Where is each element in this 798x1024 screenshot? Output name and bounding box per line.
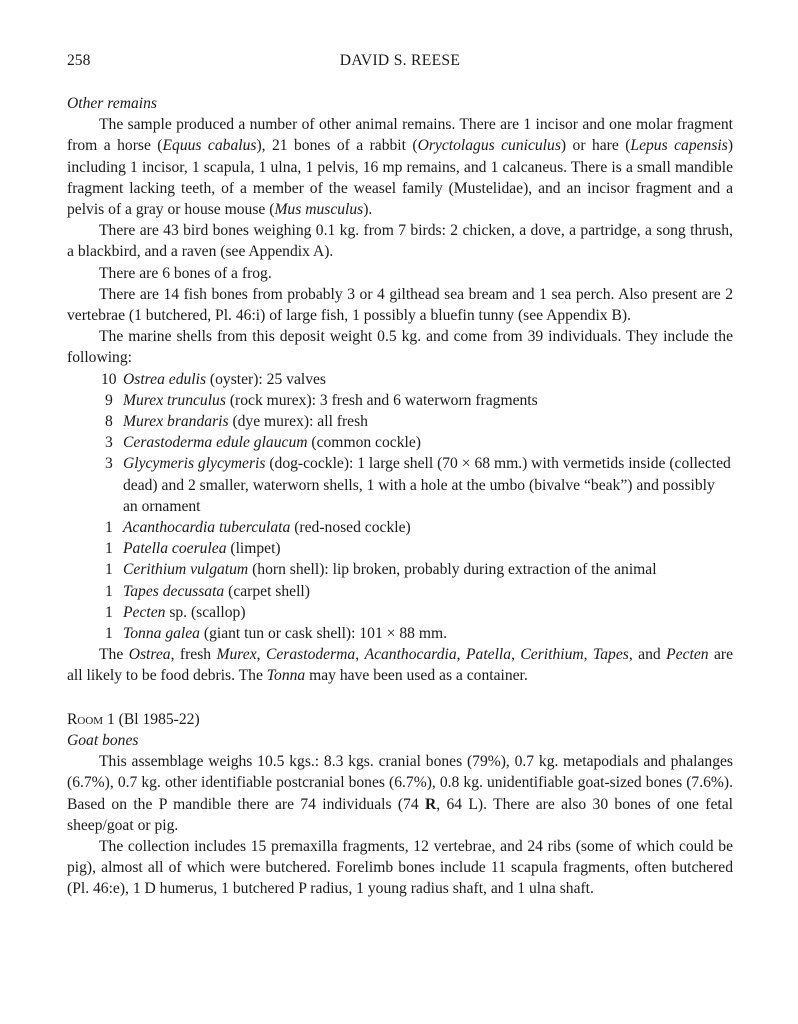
list-item: 1 Tonna galea (giant tun or cask shell): 101 × 88 mm. [105,625,447,643]
subheading-goat-bones: Goat bones [67,731,139,749]
paragraph-other-animals: The sample produced a number of other animal remains. There are 1 incisor and one molar fragment from a horse (Equus cabalus), 21 bones of a rabbit (Oryctolagus cuniculus) or hare (Lepus capensis) including 1 incisor, 1 scapula, 1 ulna, 1 pelvis, 16 mp remains, and 1 calcaneus. There is a small mandible fragment lacking teeth, of a member of the weasel family (Mustelidae), and an incisor fragment and a pelvis of a gray or house mouse (Mus musculus). [67,116,734,219]
page-number: 258 [67,52,91,69]
list-item: 1 Patella coerulea (limpet) [105,540,281,558]
paragraph-food-debris: The Ostrea, fresh Murex, Cerastoderma, Acanthocardia, Patella, Cerithium, Tapes, and Pecten are all likely to be food debris. The Tonna may have been used as a container. [67,646,734,685]
running-header [67,50,733,72]
paragraph-fish: There are 14 fish bones from probably 3 or 4 gilthead sea bream and 1 sea perch. Also present are 2 vertebrae (1 butchered, Pl. 46:i) of large fish, 1 possibly a bluefin tunny (see Appendix B). [67,285,733,325]
paragraph-goat-assemblage: This assemblage weighs 10.5 kgs.: 8.3 kgs. cranial bones (79%), 0.7 kg. metapodials and phalanges (6.7%), 0.7 kg. other identifiable postcranial bones (6.7%), 0.8 kg. unidentifiable goat-sized bones (7.6%). Based on the P mandible there are 74 individuals (74 R, 64 L). There are also 30 bones of one fetal sheep/goat or pig. [67,753,733,834]
list-item: 1 Acanthocardia tuberculata (red-nosed cockle) [105,519,411,537]
list-item: 1 Cerithium vulgatum (horn shell): lip broken, probably during extraction of the animal [105,561,657,579]
section-heading-other-remains: Other remains [67,95,157,112]
list-item: 3 Glycymeris glycymeris (dog-cockle): 1 large shell (70 × 68 mm.) with vermetids inside (collected dead) and 2 smaller, waterworn shells, 1 with a hole at the umbo (bivalve “beak”) and possibly an ornament [105,455,731,515]
list-item: 10 Ostrea edulis (oyster): 25 valves [101,370,326,388]
list-item: 1 Tapes decussata (carpet shell) [105,582,310,600]
paragraph-birds: There are 43 bird bones weighing 0.1 kg. from 7 birds: 2 chicken, a dove, a partridge, a song thrush, a blackbird, and a raven (see Appendix A). [67,222,733,261]
shell-list [67,369,733,645]
running-title: DAVID S. REESE [339,52,461,69]
paragraph-goat-collection: The collection includes 15 premaxilla fragments, 12 vertebrae, and 24 ribs (some of which could be pig), almost all of which were butchered. Forelimb bones include 11 scapula fragments, often butchered (Pl. 46:e), 1 D humerus, 1 butchered P radius, 1 young radius shaft, and 1 ulna shaft. [67,837,733,898]
list-item: 3 Cerastoderma edule glaucum (common cockle) [105,434,421,452]
page [67,50,733,900]
list-item: 1 Pecten sp. (scallop) [105,603,246,621]
section-heading-room-1: Room 1 (Bl 1985-22) [67,710,200,728]
paragraph-marine-shells: The marine shells from this deposit weight 0.5 kg. and come from 39 individuals. They include the following: [67,328,733,367]
list-item: 9 Murex trunculus (rock murex): 3 fresh and 6 waterworn fragments [105,391,538,409]
paragraph-frog: There are 6 bones of a frog. [99,264,272,282]
list-item: 8 Murex brandaris (dye murex): all fresh [105,413,368,431]
